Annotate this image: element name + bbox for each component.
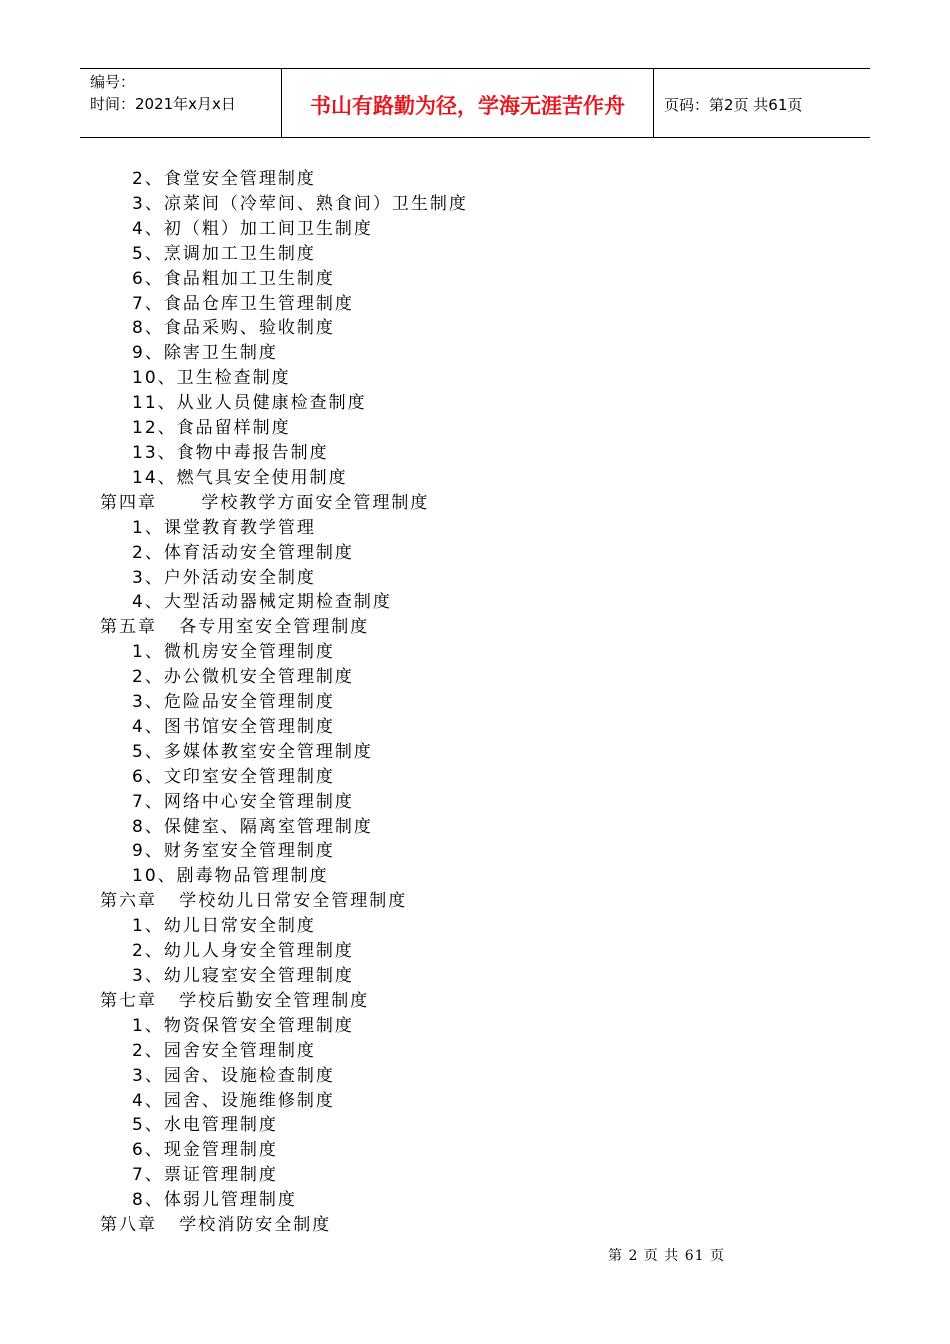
toc-item: 8、保健室、隔离室管理制度 [132, 816, 373, 837]
toc-item: 3、幼儿寝室安全管理制度 [132, 966, 354, 986]
page-footer: 第 2 页 共 61 页 [608, 1248, 725, 1264]
toc-item: 5、多媒体教室安全管理制度 [132, 741, 373, 762]
toc-item: 11、从业人员健康检查制度 [132, 393, 367, 414]
toc-item: 3、凉菜间（冷荤间、熟食间）卫生制度 [132, 193, 468, 214]
toc-item: 2、园舍安全管理制度 [132, 1040, 316, 1061]
toc-item: 12、食品留样制度 [132, 418, 291, 439]
toc-item: 2、体育活动安全管理制度 [132, 542, 354, 563]
toc-item: 6、文印室安全管理制度 [132, 766, 335, 787]
toc-chapter: 第四章 学校教学方面安全管理制度 [100, 492, 430, 513]
toc-item: 2、食堂安全管理制度 [132, 169, 316, 189]
header-meta [80, 69, 282, 137]
toc-item: 2、办公微机安全管理制度 [132, 667, 354, 688]
toc-chapter: 第五章 各专用室安全管理制度 [100, 617, 370, 638]
toc-item: 7、网络中心安全管理制度 [132, 791, 354, 812]
toc-item: 8、食品采购、验收制度 [132, 318, 335, 339]
toc-item: 9、财务室安全管理制度 [132, 841, 335, 862]
toc-item: 7、票证管理制度 [132, 1165, 278, 1186]
toc-chapter: 第六章 学校幼儿日常安全管理制度 [100, 891, 408, 912]
toc-item: 14、燃气具安全使用制度 [132, 467, 348, 488]
toc-item: 9、除害卫生制度 [132, 343, 278, 364]
toc-item: 5、烹调加工卫生制度 [132, 243, 316, 264]
toc-chapter: 第七章 学校后勤安全管理制度 [100, 990, 370, 1011]
toc-item: 6、现金管理制度 [132, 1140, 278, 1161]
toc-item: 1、课堂教育教学管理 [132, 517, 316, 538]
toc-item: 10、剧毒物品管理制度 [132, 866, 329, 887]
toc-item: 13、食物中毒报告制度 [132, 442, 329, 463]
toc-item: 4、初（粗）加工间卫生制度 [132, 218, 373, 239]
toc-item: 7、食品仓库卫生管理制度 [132, 293, 354, 314]
code-label: 编号： [90, 73, 136, 91]
toc-item: 6、食品粗加工卫生制度 [132, 268, 335, 289]
toc-item: 3、危险品安全管理制度 [132, 692, 335, 713]
toc-item: 4、园舍、设施维修制度 [132, 1090, 335, 1111]
header-motto: 书山有路勤为径，学海无涯苦作舟 [282, 69, 654, 137]
toc-item: 4、大型活动器械定期检查制度 [132, 592, 392, 613]
table-of-contents [100, 167, 860, 1238]
toc-item: 4、图书馆安全管理制度 [132, 716, 335, 737]
header-page-info: 页码：第2页 共61页 [664, 95, 803, 114]
toc-item: 1、微机房安全管理制度 [132, 642, 335, 663]
toc-chapter: 第八章 学校消防安全制度 [100, 1215, 332, 1236]
toc-item: 1、幼儿日常安全制度 [132, 916, 316, 937]
toc-item: 3、园舍、设施检查制度 [132, 1065, 335, 1086]
toc-item: 2、幼儿人身安全管理制度 [132, 941, 354, 962]
toc-item: 8、体弱儿管理制度 [132, 1190, 297, 1211]
document-header [80, 68, 870, 138]
toc-item: 1、物资保管安全管理制度 [132, 1015, 354, 1036]
toc-item: 5、水电管理制度 [132, 1115, 278, 1136]
toc-item: 3、户外活动安全制度 [132, 567, 316, 588]
date-label: 时间：2021年x月x日 [90, 95, 236, 113]
toc-item: 10、卫生检查制度 [132, 368, 291, 389]
